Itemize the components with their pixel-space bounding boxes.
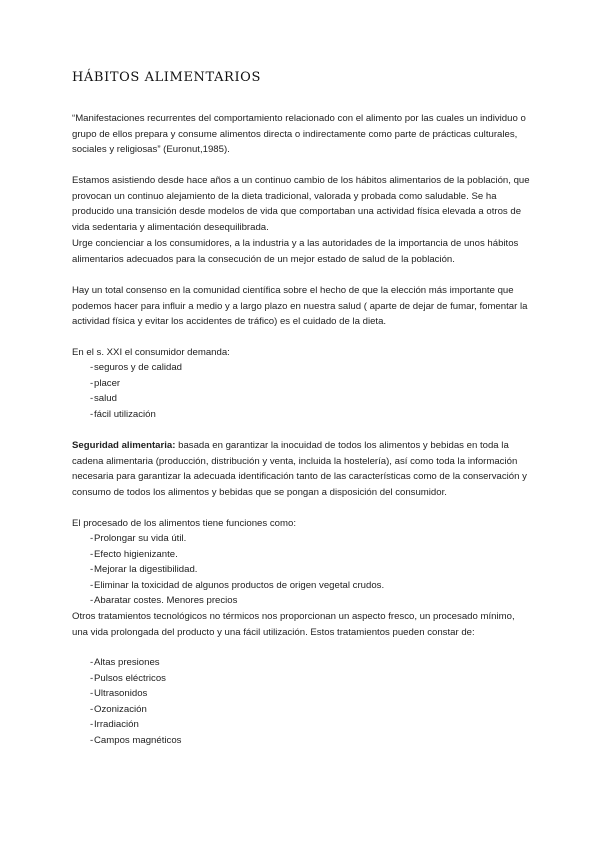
list-item-text: Irradiación <box>94 719 139 731</box>
list-item-text: Efecto higienizante. <box>94 548 178 560</box>
list-item-text: Mejorar la digestibilidad. <box>94 564 198 576</box>
list-item <box>72 360 532 376</box>
page-title: HÁBITOS ALIMENTARIOS <box>72 70 261 85</box>
processing-intro: El procesado de los alimentos tiene funciones como: <box>72 518 296 529</box>
treatments-list <box>72 655 532 749</box>
list-item-text: Prolongar su vida útil. <box>94 533 187 544</box>
list-item <box>72 593 532 609</box>
list-item <box>72 407 532 423</box>
list-item <box>72 547 532 563</box>
list-item <box>72 531 532 547</box>
list-item <box>72 686 532 702</box>
security-text: basada en garantizar la inocuidad de todos los alimentos y bebidas en toda la cadena alimentaria (producción, distribución y venta, incluida la hostelería), así como toda la información necesaria para garantizar la adecuada identificación tanto de las características como de la conservación y consumo de todos los alimentos y bebidas que se pongan a disposición del consumidor. <box>72 440 527 498</box>
list-item <box>72 702 532 718</box>
list-item <box>72 376 532 392</box>
demand-list <box>72 360 532 422</box>
consensus-paragraph: Hay un total consenso en la comunidad científica sobre el hecho de que la elección más importante que podemos hacer para influir a medio y a largo plazo en nuestra salud ( aparte de dejar de fumar, fomentar la actividad física y evitar los accidentes de tráfico) es el cuidado de la dieta. <box>72 285 528 328</box>
list-item-text: Altas presiones <box>94 657 160 668</box>
security-label: Seguridad alimentaria: <box>72 440 176 451</box>
list-item-text: Ultrasonidos <box>94 688 148 700</box>
other-treatments-paragraph: Otros tratamientos tecnológicos no térmicos nos proporcionan un aspecto fresco, un procesado mínimo, una vida prolongada del producto y una fácil utilización. Estos tratamientos pueden constar de: <box>72 611 515 638</box>
list-item-text: salud <box>94 393 117 405</box>
list-item <box>72 391 532 407</box>
list-item-text: seguros y de calidad <box>94 362 182 373</box>
demand-intro: En el s. XXI el consumidor demanda: <box>72 347 230 358</box>
change-paragraph: Estamos asistiendo desde hace años a un continuo cambio de los hábitos alimentarios de la población, que provocan un continuo alejamiento de la dieta tradicional, valorada y probada como saludable. Se ha producido una transición desde modelos de vida que comportaban una actividad física elevada a otros de vida sedentaria y alimentación desequilibrada. <box>72 175 530 233</box>
list-item-text: Abaratar costes. Menores precios <box>94 595 238 607</box>
awareness-paragraph: Urge concienciar a los consumidores, a la industria y a las autoridades de la importancia de unos hábitos alimentarios adecuados para la consecución de un mejor estado de salud de la población. <box>72 238 519 265</box>
list-item <box>72 578 532 594</box>
list-item-text: fácil utilización <box>94 408 156 420</box>
definition-paragraph: “Manifestaciones recurrentes del comportamiento relacionado con el alimento por las cuales un individuo o grupo de ellos prepara y consume alimentos directa o indirectamente como parte de prácticas culturales, sociales y religiosas” (Euronut,1985). <box>72 113 526 156</box>
list-item <box>72 562 532 578</box>
list-item <box>72 733 532 749</box>
list-item-text: placer <box>94 377 121 389</box>
list-item-text: Pulsos eléctricos <box>94 672 166 684</box>
list-item <box>72 671 532 687</box>
list-item-text: Campos magnéticos <box>94 734 182 746</box>
list-item <box>72 655 532 671</box>
processing-list <box>72 531 532 609</box>
security-paragraph <box>72 438 532 500</box>
list-item-text: Ozonización <box>94 703 147 715</box>
list-item <box>72 717 532 733</box>
list-item-text: Eliminar la toxicidad de algunos productos de origen vegetal crudos. <box>94 579 385 591</box>
